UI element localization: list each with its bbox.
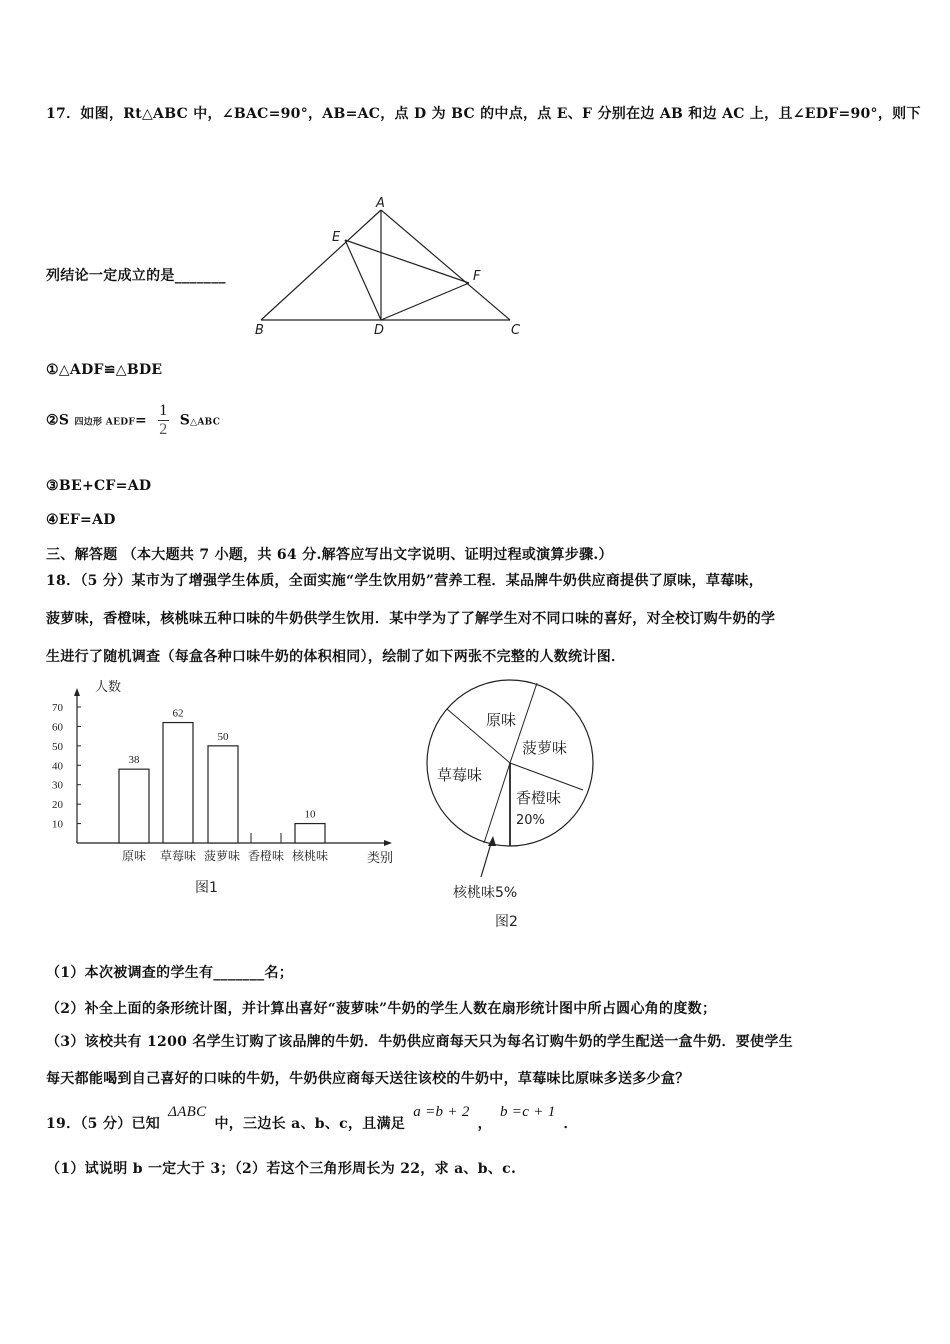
bar-value-label: 50 xyxy=(217,730,229,743)
option2-s: ②S xyxy=(46,412,70,429)
bar-value-label: 10 xyxy=(304,808,316,821)
y-axis-label: 人数 xyxy=(95,680,122,695)
q19-line xyxy=(46,1104,578,1133)
q18-sub1: （1）本次被调查的学生有_______名； xyxy=(46,965,294,981)
q17-stem-line2: 列结论一定成立的是_______ xyxy=(46,268,226,284)
side-ab xyxy=(261,210,381,320)
q19-triangle: ΔABC xyxy=(168,1104,207,1120)
option2-eq: = xyxy=(135,412,148,429)
section-3-heading: 三、解答题 （本大题共 7 小题，共 64 分.解答应写出文字说明、证明过程或演算步骤.） xyxy=(46,547,613,563)
pie-slice-label: 香橙味 xyxy=(516,789,562,807)
bar xyxy=(208,746,238,843)
category-label: 菠萝味 xyxy=(203,849,241,863)
category-label: 草莓味 xyxy=(159,849,197,863)
q18-line1: 18．（5 分）某市为了增强学生体质，全面实施“学生饮用奶”营养工程．某品牌牛奶供应商提供了原味，草莓味， xyxy=(46,573,764,589)
segment-fd xyxy=(381,283,469,320)
option2-s2: S xyxy=(179,412,191,429)
label-e: E xyxy=(332,230,341,245)
q19-eq2: b =c + 1 xyxy=(499,1104,556,1120)
q17-option-3: ③BE+CF=AD xyxy=(46,478,152,494)
y-tick-label: 50 xyxy=(52,740,63,753)
bar-value-label: 38 xyxy=(128,754,140,767)
q19-end: ． xyxy=(563,1116,578,1132)
y-tick-label: 10 xyxy=(52,818,63,831)
label-f: F xyxy=(473,269,481,284)
category-label: 香橙味 xyxy=(247,849,285,863)
bar xyxy=(119,769,149,843)
fraction-denominator: 2 xyxy=(159,421,168,438)
pie-percent-label: 20% xyxy=(516,813,545,828)
pie-slice-label: 原味 xyxy=(486,711,517,729)
q19-comma: ， xyxy=(477,1116,492,1132)
q19-mid: 中，三边长 a、b、c，且满足 xyxy=(214,1116,406,1132)
bar-value-label: 62 xyxy=(172,707,184,720)
side-ac xyxy=(381,210,510,320)
pie-slice-label: 草莓味 xyxy=(437,766,483,784)
pie-slice-label: 菠萝味 xyxy=(522,739,568,757)
label-d: D xyxy=(374,323,385,338)
label-b: B xyxy=(255,323,264,338)
bar xyxy=(163,723,193,843)
option2-sub: 四边形 AEDF xyxy=(74,417,136,428)
segment-ef xyxy=(345,240,469,283)
y-tick-label: 60 xyxy=(52,721,63,734)
y-axis-arrow xyxy=(74,688,80,696)
category-label: 原味 xyxy=(121,849,147,863)
q18-line2: 菠萝味，香橙味，核桃味五种口味的牛奶供学生饮用．某中学为了了解学生对不同口味的喜好，对全校订购牛奶的学 xyxy=(46,611,776,627)
y-tick-label: 40 xyxy=(52,760,63,773)
y-tick-label: 30 xyxy=(52,779,63,792)
q17-option-2 xyxy=(46,402,220,439)
q17-option-1: ①△ADF≌△BDE xyxy=(46,362,163,378)
q19-sub: （1）试说明 b 一定大于 3；（2）若这个三角形周长为 22，求 a、b、c. xyxy=(46,1161,517,1177)
q19-prefix: 19．（5 分）已知 xyxy=(46,1116,161,1132)
walnut-callout-label: 核桃味5% xyxy=(453,885,518,901)
q19-eq1: a =b + 2 xyxy=(413,1104,470,1120)
bar xyxy=(295,824,325,843)
q18-sub2: （2）补全上面的条形统计图，并计算出喜好“菠萝味”牛奶的学生人数在扇形统计图中所占圆心角的度数； xyxy=(46,1001,717,1017)
fraction-numerator: 1 xyxy=(159,402,168,419)
category-label: 核桃味 xyxy=(291,849,329,863)
x-axis-arrow xyxy=(384,840,392,846)
q17-stem-line1: 17．如图，Rt△ABC 中，∠BAC=90°，AB=AC，点 D 为 BC 的中点，点 E、F 分别在边 AB 和边 AC 上，且∠EDF=90°，则下 xyxy=(46,106,921,122)
x-axis-label: 类别 xyxy=(367,851,394,866)
y-tick-label: 70 xyxy=(52,702,63,714)
q18-sub3b: 每天都能喝到自己喜好的口味的牛奶，牛奶供应商每天送往该校的牛奶中，草莓味比原味多送多少盒？ xyxy=(46,1071,690,1087)
option2-sub2: △ABC xyxy=(190,417,221,428)
label-a: A xyxy=(376,196,385,211)
fraction xyxy=(158,402,168,439)
chart-title: 图2 xyxy=(495,914,518,930)
y-tick-label: 20 xyxy=(52,799,63,812)
q18-sub3a: （3）该校共有 1200 名学生订购了该品牌的牛奶．牛奶供应商每天只为每名订购牛奶的学生配送一盒牛奶．要使学生 xyxy=(46,1034,793,1050)
label-c: C xyxy=(511,323,521,338)
q18-line3: 生进行了随机调查（每盒各种口味牛奶的体积相同），绘制了如下两张不完整的人数统计图． xyxy=(46,649,626,665)
segment-ed xyxy=(345,240,381,320)
q17-option-4: ④EF=AD xyxy=(46,512,116,528)
chart-title: 图1 xyxy=(195,880,218,896)
